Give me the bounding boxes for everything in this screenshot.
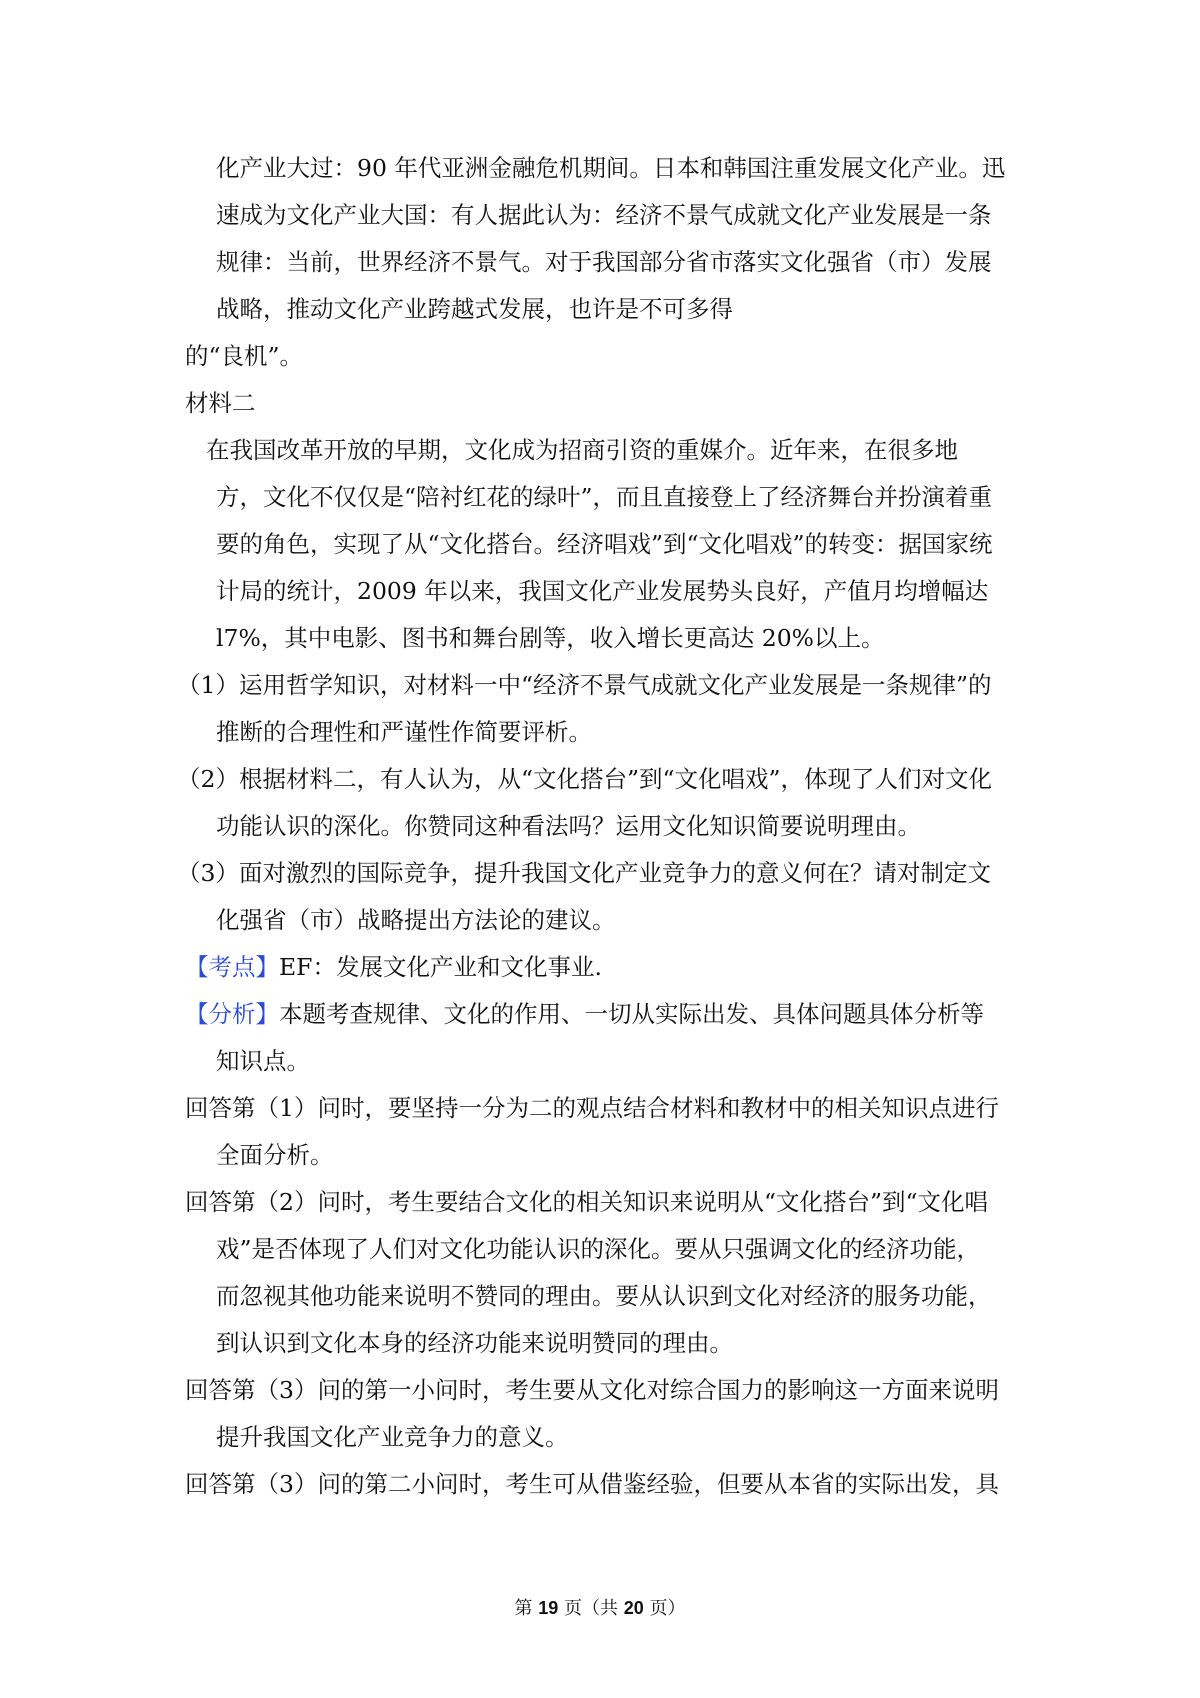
text-line: 方，文化不仅仅是“陪衬红花的绿叶”，而且直接登上了经济舞台并扮演着重	[216, 483, 993, 511]
text-line: （3）面对激烈的国际竞争，提升我国文化产业竞争力的意义何在？请对制定文	[177, 859, 991, 887]
text-line: 回答第（3）问的第一小问时，考生要从文化对综合国力的影响这一方面来说明	[185, 1376, 999, 1404]
text-line: 化产业大过：90 年代亚洲金融危机期间。日本和韩国注重发展文化产业。迅	[216, 154, 1006, 182]
text-line: 在我国改革开放的早期，文化成为招商引资的重媒介。近年来，在很多地	[206, 436, 958, 464]
text-line: l7%，其中电影、图书和舞台剧等，收入增长更高达 20%以上。	[216, 624, 885, 652]
kaodian-tag: 【考点】	[185, 953, 279, 981]
text-line: （1）运用哲学知识，对材料一中“经济不景气成就文化产业发展是一条规律”的	[177, 671, 992, 699]
fenxi-text: 本题考查规律、文化的作用、一切从实际出发、具体问题具体分析等	[279, 1000, 984, 1028]
text-line: 的“良机”。	[185, 342, 304, 370]
text-line: 要的角色，实现了从“文化搭台。经济唱戏”到“文化唱戏”的转变：据国家统	[216, 530, 993, 558]
material-one-continuation	[185, 145, 1025, 380]
text-line: 全面分析。	[216, 1141, 334, 1169]
text-line: 而忽视其他功能来说明不赞同的理由。要从认识到文化对经济的服务功能，	[216, 1282, 992, 1310]
footer-total-pages: 20	[623, 1598, 644, 1618]
footer-page-number: 19	[538, 1598, 559, 1618]
footer-suffix: 页）	[643, 1598, 686, 1619]
text-line: 计局的统计，2009 年以来，我国文化产业发展势头良好，产值月均增幅达	[216, 577, 989, 605]
text-line: 回答第（3）问的第二小问时，考生可从借鉴经验，但要从本省的实际出发，具	[185, 1470, 999, 1498]
text-line: （2）根据材料二，有人认为，从“文化搭台”到“文化唱戏”，体现了人们对文化	[177, 765, 993, 793]
text-line: 推断的合理性和严谨性作简要评析。	[216, 718, 592, 746]
text-line: 知识点。	[216, 1047, 310, 1075]
text-line: 回答第（1）问时，要坚持一分为二的观点结合材料和教材中的相关知识点进行	[185, 1094, 999, 1122]
fenxi-block	[185, 991, 1025, 1085]
text-line: 化强省（市）战略提出方法论的建议。	[216, 906, 616, 934]
fenxi-tag: 【分析】	[185, 1000, 279, 1028]
text-line: 战略，推动文化产业跨越式发展，也许是不可多得	[216, 295, 733, 323]
text-line: 功能认识的深化。你赞同这种看法吗？运用文化知识简要说明理由。	[216, 812, 921, 840]
text-line: 回答第（2）问时，考生要结合文化的相关知识来说明从“文化搭台”到“文化唱	[185, 1188, 988, 1216]
text-line: 规律：当前，世界经济不景气。对于我国部分省市落实文化强省（市）发展	[216, 248, 992, 276]
question-3	[177, 850, 1025, 944]
material-two-title: 材料二	[185, 389, 256, 417]
kaodian-line	[185, 944, 1025, 991]
answer-3a	[185, 1367, 1025, 1461]
document-body	[177, 145, 1025, 1508]
question-1	[177, 662, 1025, 756]
answer-2	[185, 1179, 1025, 1367]
text-line: 速成为文化产业大国：有人据此认为：经济不景气成就文化产业发展是一条	[216, 201, 992, 229]
kaodian-text: EF：发展文化产业和文化事业.	[279, 953, 602, 981]
question-2	[177, 756, 1025, 850]
answer-1	[185, 1085, 1025, 1179]
material-two-paragraph	[185, 427, 1025, 662]
page-footer	[0, 1596, 1200, 1621]
fenxi-line	[185, 991, 1025, 1038]
text-line: 提升我国文化产业竞争力的意义。	[216, 1423, 569, 1451]
answer-3b	[185, 1461, 1025, 1508]
text-line: 戏”是否体现了人们对文化功能认识的深化。要从只强调文化的经济功能，	[216, 1235, 981, 1263]
text-line: 到认识到文化本身的经济功能来说明赞同的理由。	[216, 1329, 733, 1357]
footer-prefix: 第	[514, 1598, 539, 1619]
footer-middle: 页（共	[558, 1598, 624, 1619]
